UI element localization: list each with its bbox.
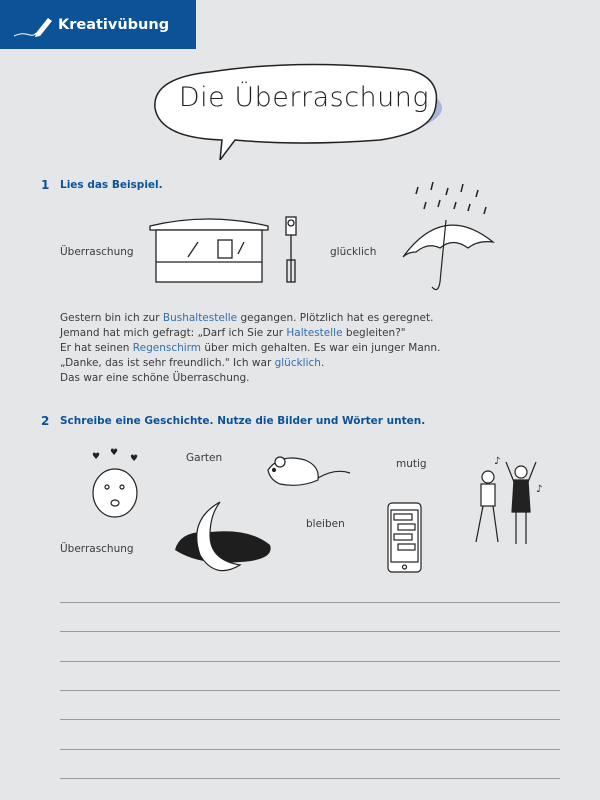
story-text: . [320, 357, 325, 369]
story-line [60, 311, 440, 326]
story-text: Gestern bin ich zur [60, 312, 163, 324]
mouse-illustration [260, 448, 355, 493]
svg-text:♥: ♥ [110, 448, 119, 458]
svg-text:♪: ♪ [494, 456, 501, 467]
umbrella-rain-illustration [398, 182, 498, 297]
writing-line[interactable] [60, 749, 560, 750]
word-bleiben: bleiben [306, 518, 345, 530]
writing-line[interactable] [60, 631, 560, 632]
story-text: „Danke, das ist sehr freundlich." Ich war [60, 357, 275, 369]
pencil-icon [12, 10, 52, 40]
story-line [60, 326, 440, 341]
writing-line[interactable] [60, 778, 560, 779]
example-story [60, 311, 440, 386]
story-text: über mich gehalten. Es war ein junger Mann. [201, 342, 441, 354]
writing-line[interactable] [60, 661, 560, 662]
writing-line[interactable] [60, 719, 560, 720]
moon-night-illustration [170, 500, 280, 580]
vocab-word: Regenschirm [132, 342, 202, 354]
surprised-face-illustration [80, 445, 150, 520]
word-garten: Garten [186, 452, 223, 464]
story-text: Das war eine schöne Überraschung. [60, 372, 250, 384]
vocab-word: Bushaltestelle [162, 312, 238, 324]
task-2-instruction: Schreibe eine Geschichte. Nutze die Bilder und Wörter unten. [60, 415, 426, 427]
svg-text:♥: ♥ [92, 452, 101, 462]
word-gluecklich: glücklich [330, 246, 377, 258]
section-header [0, 0, 196, 49]
story-text: gegangen. Plötzlich hat es geregnet. [237, 312, 434, 324]
story-text: Jemand hat mich gefragt: „Darf ich Sie zur [60, 327, 287, 339]
writing-line[interactable] [60, 602, 560, 603]
word-mutig: mutig [396, 458, 427, 470]
word-ueberraschung: Überraschung [60, 246, 134, 258]
story-line [60, 356, 440, 371]
story-line [60, 341, 440, 356]
section-header-label: Kreativübung [58, 16, 170, 33]
svg-text:♥: ♥ [130, 454, 139, 464]
task-2-number: 2 [41, 414, 50, 428]
bus-stop-illustration [148, 212, 303, 287]
writing-line[interactable] [60, 690, 560, 691]
task-1-instruction: Lies das Beispiel. [60, 179, 163, 191]
story-text: Er hat seinen [60, 342, 133, 354]
page-title: Die Überraschung [178, 82, 430, 113]
task-1-number: 1 [41, 178, 50, 192]
smartphone-illustration [386, 502, 424, 574]
word-ueberraschung-2: Überraschung [60, 543, 134, 555]
svg-text:♪: ♪ [536, 484, 543, 495]
vocab-word: glücklich [274, 357, 321, 369]
story-line [60, 371, 440, 386]
story-text: begleiten?" [342, 327, 406, 339]
vocab-word: Haltestelle [286, 327, 343, 339]
dancing-couple-illustration [466, 452, 546, 552]
